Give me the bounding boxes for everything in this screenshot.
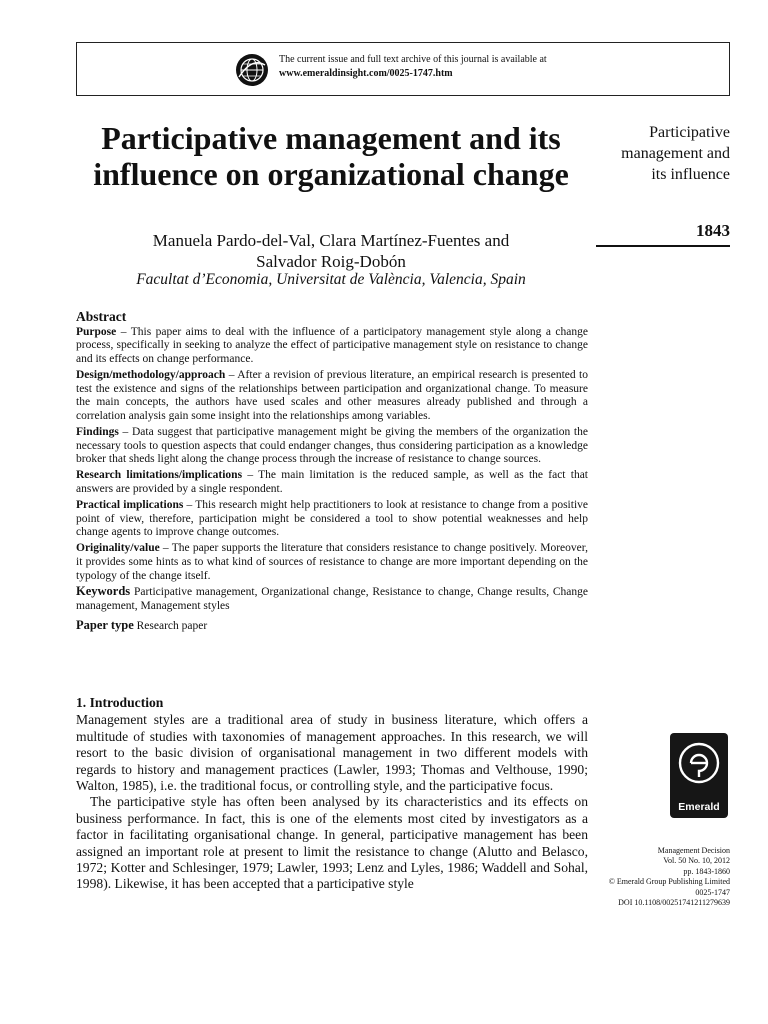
abstract-text: – The main limitation is the reduced sample, as well as the fact that answers are provided by a single respondent. (76, 469, 589, 495)
authors-line: Manuela Pardo-del-Val, Clara Martínez-Fuentes and (152, 231, 510, 250)
abstract (76, 310, 588, 636)
citation-line: DOI 10.1108/00251741211279639 (618, 898, 730, 908)
abstract-paper-type (76, 619, 588, 634)
abstract-label: Originality/value (76, 542, 160, 555)
citation-line: Vol. 50 No. 10, 2012 (663, 856, 730, 866)
abstract-text: – The paper supports the literature that considers resistance to change positively. Moreover, it provides some hints as to what kind of sources of resistance to change are more important depending on the typology of the change itself. (76, 542, 588, 582)
running-title-line: its influence (651, 166, 730, 183)
abstract-text: Research paper (133, 619, 208, 632)
page-number: 1843 (696, 221, 730, 240)
abstract-text: – This paper aims to deal with the influence of a participatory management style along a change process, specifically in seeking to analyze the effect of participative management style on resistance to change and its effects on change performance. (76, 325, 588, 366)
running-title-line: management and (621, 145, 730, 162)
paper-title: Participative management and its influence on organizational change (93, 120, 569, 192)
abstract-label: Keywords (76, 584, 131, 599)
body-paragraph: Management styles are a traditional area of study in business literature, which offers a multitude of studies with taxonomies of management approaches. In this research, we will resort to the basic division of organisational management in two different models with regards to history and management practices (Lawler, 1993; Thomas and Velthouse, 1990; Walton, 1985), i.e. the traditional focus, or controlling style, and the participative focus. (76, 712, 588, 794)
abstract-findings (76, 426, 588, 467)
section-heading: 1. Introduction (76, 695, 164, 710)
abstract-text: Participative management, Organizational change, Resistance to change, Change results, Change management, Management styles (76, 586, 588, 613)
journal-banner (76, 42, 730, 96)
affiliation: Facultat d’Economia, Universitat de València, Valencia, Spain (136, 271, 526, 288)
abstract-keywords (76, 585, 588, 613)
abstract-text: – Data suggest that participative management might be giving the members of the organization the necessary tools to question aspects that could endanger changes, thus considering participation as a knowledge broker that sheds light along the change process through the increase of resistance to change sources. (76, 426, 588, 466)
abstract-practical (76, 499, 588, 540)
abstract-text: – After a revision of previous literature, an empirical research is presented to test the existence and signs of the relationships between participation and organizational change. To measure the main concepts, the authors have used scales and other measures already published and through a correlation analysis gain some insight into the relationships among variables. (76, 369, 588, 423)
banner-line: The current issue and full text archive of this journal is available at (279, 54, 547, 65)
globe-icon (235, 53, 269, 87)
citation-info (590, 846, 730, 908)
citation-line: pp. 1843-1860 (683, 866, 730, 876)
running-title-line: Participative (649, 124, 730, 141)
emerald-logo (670, 733, 728, 818)
body-paragraph: The participative style has often been analysed by its characteristics and its effects on business performance. In fact, this is one of the elements most cited by investigators as a factor in facilitating organisational change. In general, participative management has been assigned an important role at present to limit the resistance to change (Alutto and Belasco, 1972; Kotter and Schlesinger, 1979; Lawler, 1993; Lenz and Lyles, 1986; Waddell and Sohal, 1998). Likewise, it has been accepted that a participative style (76, 794, 588, 892)
running-head-rule (596, 245, 730, 247)
authors (70, 230, 592, 272)
abstract-label: Design/methodology/approach (76, 369, 226, 381)
running-title (594, 122, 730, 185)
introduction-section (76, 695, 588, 893)
banner-text (279, 53, 547, 81)
abstract-purpose (76, 326, 588, 367)
banner-url-link[interactable]: www.emeraldinsight.com/0025-1747.htm (279, 68, 453, 79)
abstract-label: Findings (76, 426, 119, 438)
emerald-e-icon (670, 733, 728, 801)
abstract-heading: Abstract (76, 309, 127, 324)
abstract-limitations (76, 469, 588, 496)
citation-line: Management Decision (657, 846, 730, 855)
emerald-wordmark: Emerald (678, 801, 720, 813)
abstract-label: Practical implications (76, 498, 184, 511)
abstract-label: Research limitations/implications (76, 469, 243, 482)
abstract-originality (76, 542, 588, 583)
abstract-label: Purpose (76, 325, 117, 338)
abstract-label: Paper type (76, 617, 134, 632)
abstract-text: – This research might help practitioners to look at resistance to change from a positive point of view, therefore, participation might be considered a tool to show potential weaknesses and help change agents to improve change outcomes. (76, 498, 588, 539)
citation-line: 0025-1747 (695, 887, 730, 897)
abstract-design (76, 369, 588, 424)
authors-line: Salvador Roig-Dobón (256, 252, 406, 271)
citation-line: © Emerald Group Publishing Limited (608, 877, 730, 887)
